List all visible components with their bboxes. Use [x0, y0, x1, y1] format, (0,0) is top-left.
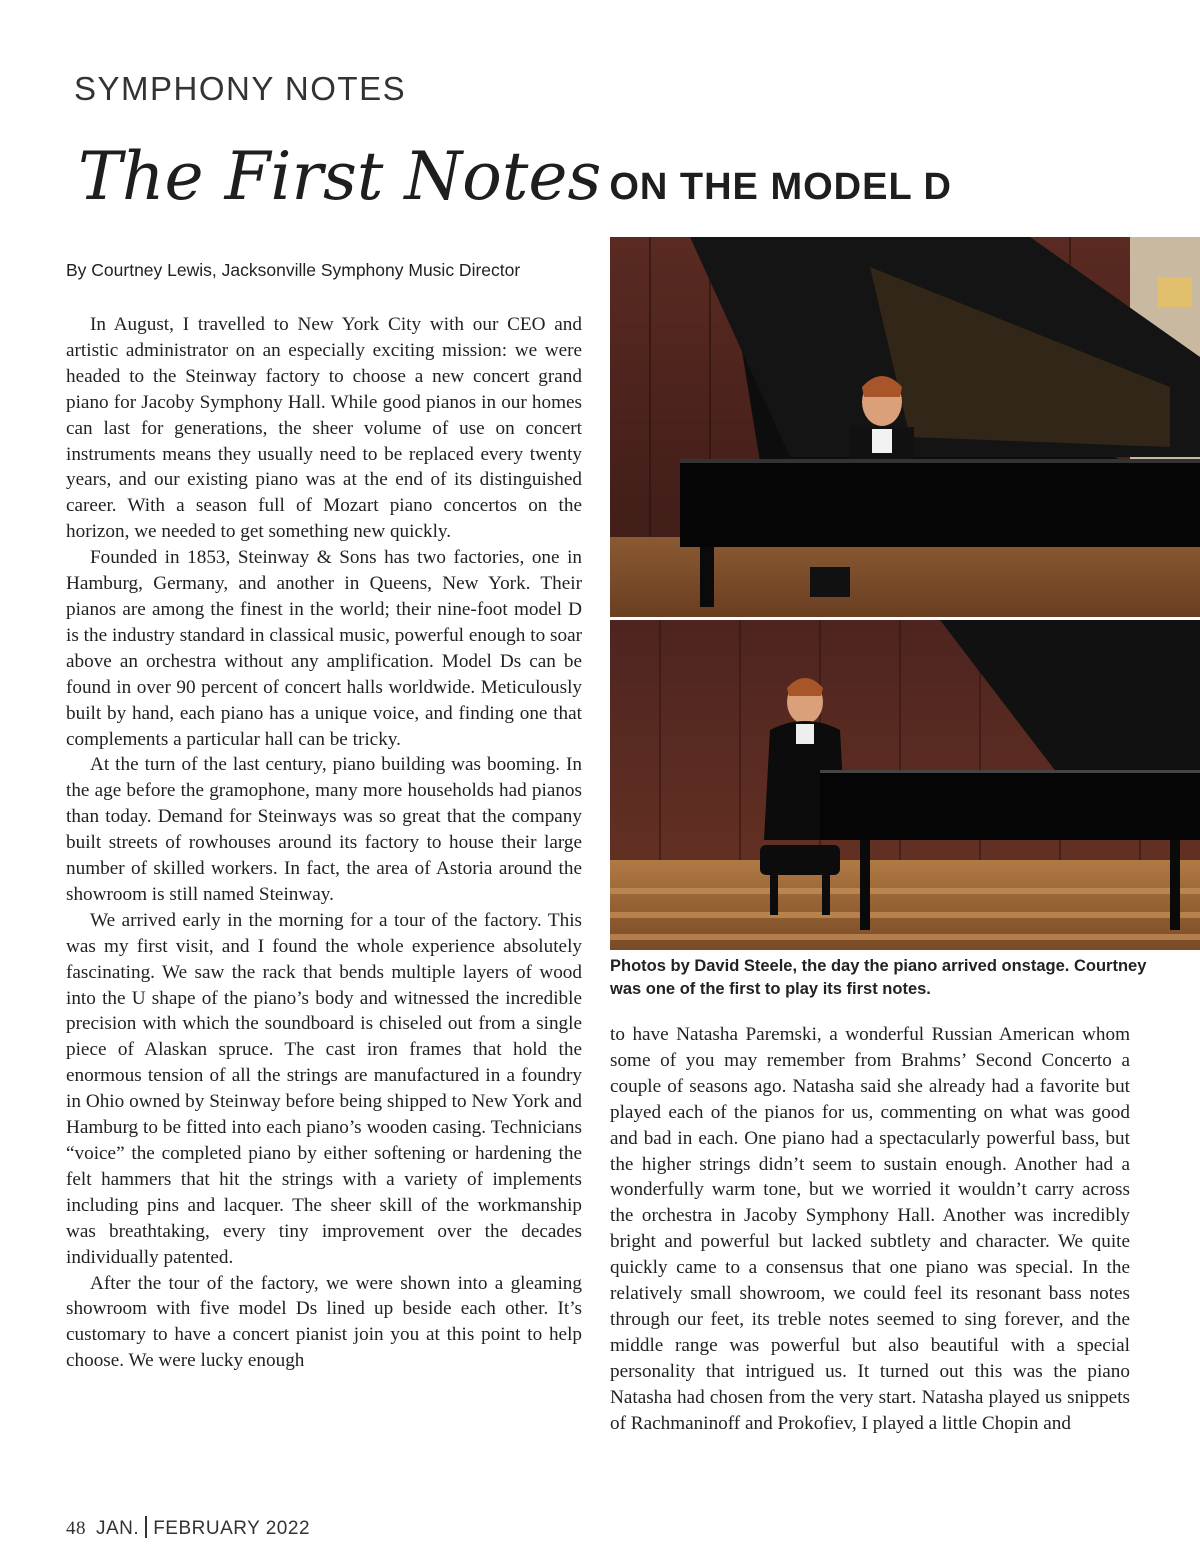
section-label: SYMPHONY NOTES: [74, 70, 407, 107]
photo-pianist-lid: [610, 237, 1200, 617]
paragraph: At the turn of the last century, piano building was booming. In the age before the gramophone, many more households had pianos than today. Demand for Steinways was so great that the company built streets of rowhouses around its factory to house their large number of skilled workers. In fact, the area of Astoria around the showroom is still named Steinway.: [66, 754, 582, 905]
paragraph: to have Natasha Paremski, a wonderful Russian American whom some of you may remember from Brahms’ Second Concerto a couple of seasons ago. Natasha said she already had a favorite but played each of the pianos for us, commenting on what was good and bad in each. One piano had a spectacularly powerful bass, but the higher strings didn’t seem to sustain enough. Another had a wonderfully warm tone, but we worried it wouldn’t carry across the orchestra in Jacoby Symphony Hall. Another was incredibly bright and powerful but lacked subtlety and character. We quite quickly came to a consensus that one piano was special. In the relatively small showroom, we could feel its resonant bass notes through our feet, its treble notes seemed to sing forever, and the middle range was powerful but also beautiful with a special personality that intrigued us. It turned out this was the piano Natasha had chosen from the very start. Natasha played us snippets of Rachmaninoff and Prokofiev, I played a little Chopin and: [610, 1024, 1130, 1434]
title-script: The First Notes: [78, 138, 602, 215]
paragraph: Founded in 1853, Steinway & Sons has two factories, one in Hamburg, Germany, and another in Queens, New York. Their pianos are among the finest in the world; their nine-foot model D is the industry standard in classical music, powerful enough to soar above an orchestra without any amplification. Model Ds can be found in over 90 percent of concert halls worldwide. Meticulously built by hand, each piano has a unique voice, and finding one that complements a particular hall can be tricky.: [66, 547, 582, 750]
page-footer: [66, 1516, 310, 1540]
title-caps: ON THE MODEL D: [609, 166, 952, 208]
paragraph: In August, I travelled to New York City with our CEO and artistic administrator on an especially exciting mission: we were headed to the Steinway factory to choose a new concert grand piano for Jacoby Symphony Hall. While good pianos in our homes can last for generations, the sheer volume of use on concert instruments means they usually need to be replaced every twenty years, and our existing piano was at the end of its distinguished career. With a season full of Mozart piano concertos on the horizon, we needed to get something new quickly.: [66, 314, 582, 543]
byline: By Courtney Lewis, Jacksonville Symphony Music Director: [66, 260, 521, 280]
right-column: [610, 1022, 1130, 1437]
photo-pianist-stage: [610, 620, 1200, 950]
paragraph: After the tour of the factory, we were shown into a gleaming showroom with five model Ds lined up beside each other. It’s customary to have a concert pianist join you at this point to help choose. We were lucky enough: [66, 1272, 582, 1372]
page-number: 48: [66, 1518, 86, 1539]
left-column: [66, 312, 582, 1374]
issue-month-a: JAN.: [96, 1518, 140, 1539]
divider: [145, 1516, 147, 1538]
photo-caption: Photos by David Steele, the day the piano arrived onstage. Courtney was one of the first to play its first notes.: [610, 957, 1147, 998]
paragraph: We arrived early in the morning for a tour of the factory. This was my first visit, and I found the whole experience absolutely fascinating. We saw the rack that bends multiple layers of wood into the U shape of the piano’s body and witnessed the incredible precision with which the soundboard is chiseled out from a single piece of Alaskan spruce. The cast iron frames that hold the enormous tension of all the strings are manufactured in a foundry in Ohio owned by Steinway before being shipped to New York and Hamburg to be fitted into each piano’s wooden casing. Technicians “voice” the completed piano by either softening or hardening the felt hammers that hit the strings with a variety of implements including pins and lacquer. The sheer skill of the workmanship was breathtaking, every tiny improvement over the decades individually patented.: [66, 909, 582, 1268]
article-title: [78, 138, 952, 215]
issue-month-b: FEBRUARY 2022: [153, 1518, 311, 1539]
